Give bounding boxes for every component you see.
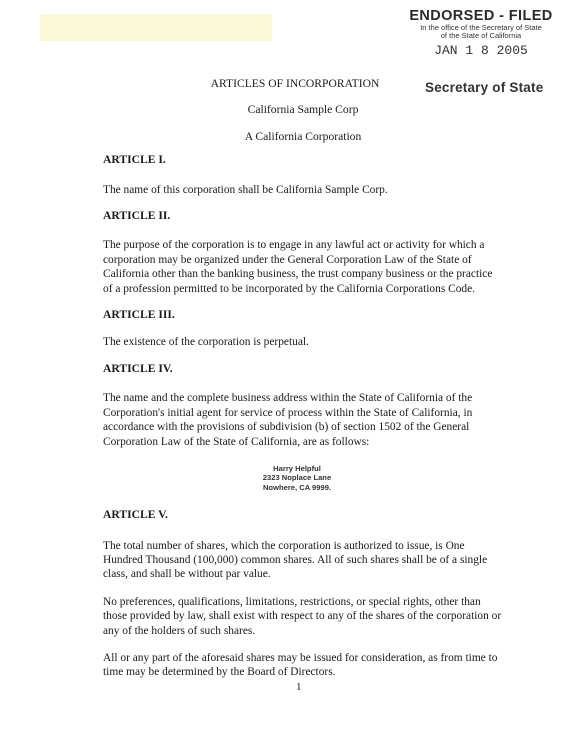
endorsed-filed-stamp: [405, 8, 557, 58]
stamp-date: JAN 1 8 2005: [434, 43, 528, 58]
stamp-line-1: In the office of the Secretary of State: [420, 23, 542, 32]
company-name: California Sample Corp: [247, 103, 359, 117]
corporation-type: A California Corporation: [244, 129, 362, 143]
article-2-paragraph: The purpose of the corporation is to engage in any lawful act or activity for which a corporation may be organized under the General Corporation Law of the State of California other than the banking business, the trust company business or the practice of a profession permitted to be incorporated by the California Corporations Code.: [103, 239, 493, 295]
article-3-paragraph: The existence of the corporation is perpetual.: [103, 336, 309, 349]
article-4-paragraph: The name and the complete business address within the State of California of the Corporation's initial agent for service of process within the State of California, in accordance with the provisions of subdivision (b) of section 1502 of the General Corporation Law of the State of California, are as follows:: [103, 392, 473, 448]
article-3-heading: ARTICLE III.: [103, 308, 175, 322]
article-5-heading: ARTICLE V.: [103, 508, 168, 522]
article-5-paragraph-2: No preferences, qualifications, limitations, restrictions, or special rights, other than those provided by law, shall exist with respect to any of the shares of the corporation or any of the holders of such shares.: [103, 595, 502, 637]
article-4-heading: ARTICLE IV.: [103, 361, 173, 375]
secretary-of-state-label: Secretary of State: [425, 80, 544, 95]
stamp-title: ENDORSED - FILED: [409, 8, 553, 24]
article-1-paragraph: The name of this corporation shall be California Sample Corp.: [103, 183, 388, 196]
article-2-heading: ARTICLE II.: [103, 209, 171, 223]
document-body: [103, 77, 503, 680]
article-5-paragraph-3: All or any part of the aforesaid shares may be issued for consideration, as from time to time may be determined by the Board of Directors.: [103, 651, 498, 679]
agent-address: [103, 464, 503, 492]
agent-name: Harry Helpful: [273, 463, 321, 473]
article-1-heading: ARTICLE I.: [103, 153, 166, 167]
article-5-paragraph-1: The total number of shares, which the corporation is authorized to issue, is One Hundred Thousand (100,000) common shares. All of such shares shall be of a single class, and shall be without par value.: [103, 539, 488, 581]
page-number: 1: [296, 681, 302, 693]
agent-street: 2323 Noplace Lane: [262, 473, 332, 483]
highlight-box: [40, 14, 272, 41]
stamp-line-2: of the State of California: [440, 31, 522, 40]
agent-city: Nowhere, CA 9999.: [262, 482, 332, 492]
document-title: ARTICLES OF INCORPORATION: [210, 77, 380, 90]
